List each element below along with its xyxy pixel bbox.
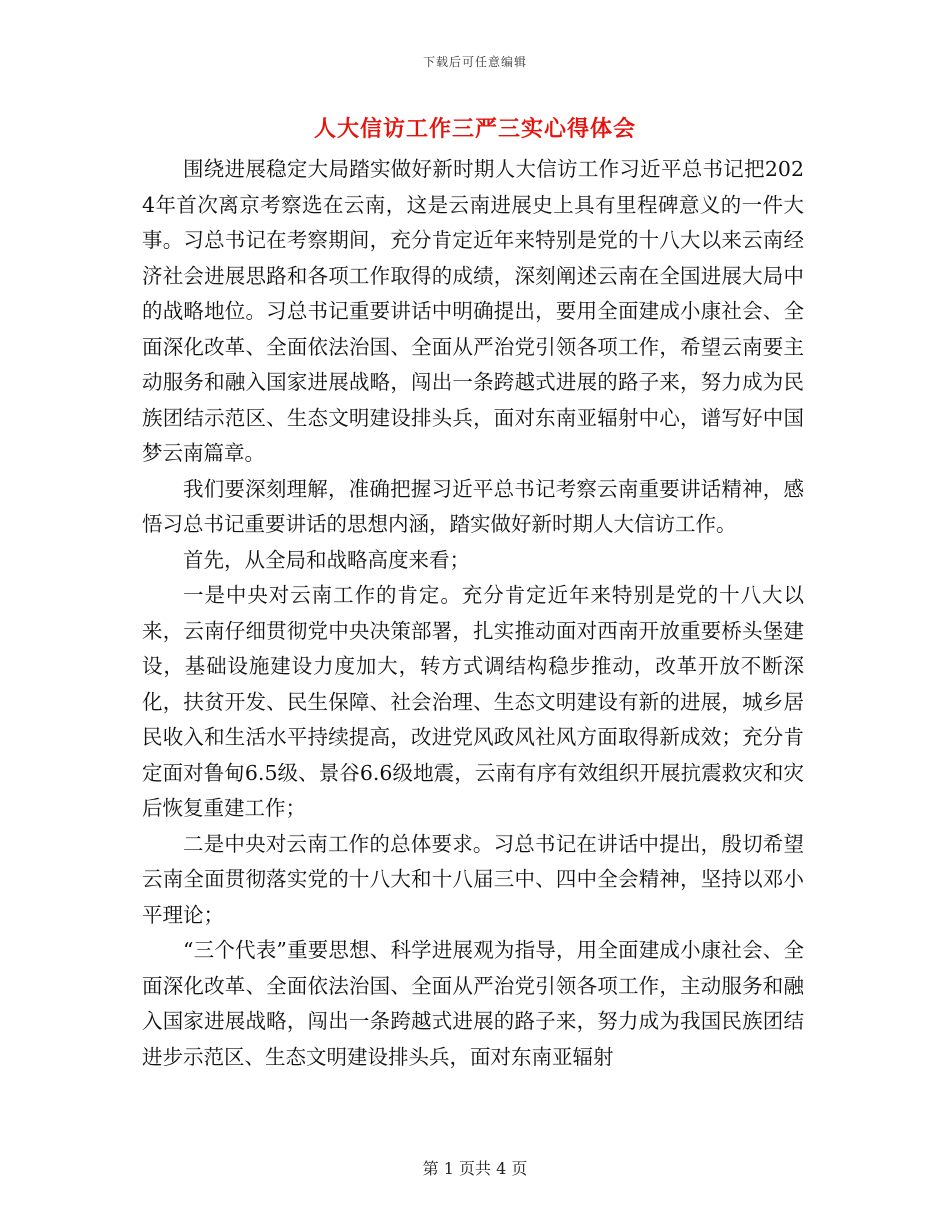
paragraph-5: 二是中央对云南工作的总体要求。习总书记在讲话中提出，殷切希望云南全面贯彻落实党的十八大和十八届三中、四中全会精神，坚持以邓小平理论； <box>142 831 804 927</box>
page-number: 第 1 页共 4 页 <box>422 1159 528 1178</box>
paragraph-4: 一是中央对云南工作的肯定。充分肯定近年来特别是党的十八大以来，云南仔细贯彻党中央决策部署，扎实推动面对西南开放重要桥头堡建设，基础设施建设力度加大，转方式调结构稳步推动，改革开放不断深化，扶贫开发、民生保障、社会治理、生态文明建设有新的进展，城乡居民收入和生活水平持续提高，改进党风政风社风方面取得新成效；充分肯定面对鲁甸6.5级、景谷6.6级地震，云南有序有效组织开展抗震救灾和灾后恢复重建工作； <box>142 583 804 820</box>
header-note: 下载后可任意编辑 <box>422 55 527 69</box>
paragraph-2: 我们要深刻理解，准确把握习近平总书记考察云南重要讲话精神，感悟习总书记重要讲话的思想内涵，踏实做好新时期人大信访工作。 <box>142 476 804 536</box>
document-body <box>142 152 804 1075</box>
paragraph-1: 围绕进展稳定大局踏实做好新时期人大信访工作习近平总书记把2024年首次离京考察选在云南，这是云南进展史上具有里程碑意义的一件大事。习总书记在考察期间，充分肯定近年来特别是党的十八大以来云南经济社会进展思路和各项工作取得的成绩，深刻阐述云南在全国进展大局中的战略地位。习总书记重要讲话中明确提出，要用全面建成小康社会、全面深化改革、全面依法治国、全面从严治党引领各项工作，希望云南要主动服务和融入国家进展战略，闯出一条跨越式进展的路子来，努力成为民族团结示范区、生态文明建设排头兵，面对东南亚辐射中心，谱写好中国梦云南篇章。 <box>142 157 804 465</box>
paragraph-3: 首先，从全局和战略高度来看； <box>183 547 470 572</box>
paragraph-6: “三个代表”重要思想、科学进展观为指导，用全面建成小康社会、全面深化改革、全面依法治国、全面从严治党引领各项工作，主动服务和融入国家进展战略，闯出一条跨越式进展的路子来，努力成为我国民族团结进步示范区、生态文明建设排头兵，面对东南亚辐射 <box>142 938 804 1069</box>
document-title: 人大信访工作三严三实心得体会 <box>313 116 636 142</box>
